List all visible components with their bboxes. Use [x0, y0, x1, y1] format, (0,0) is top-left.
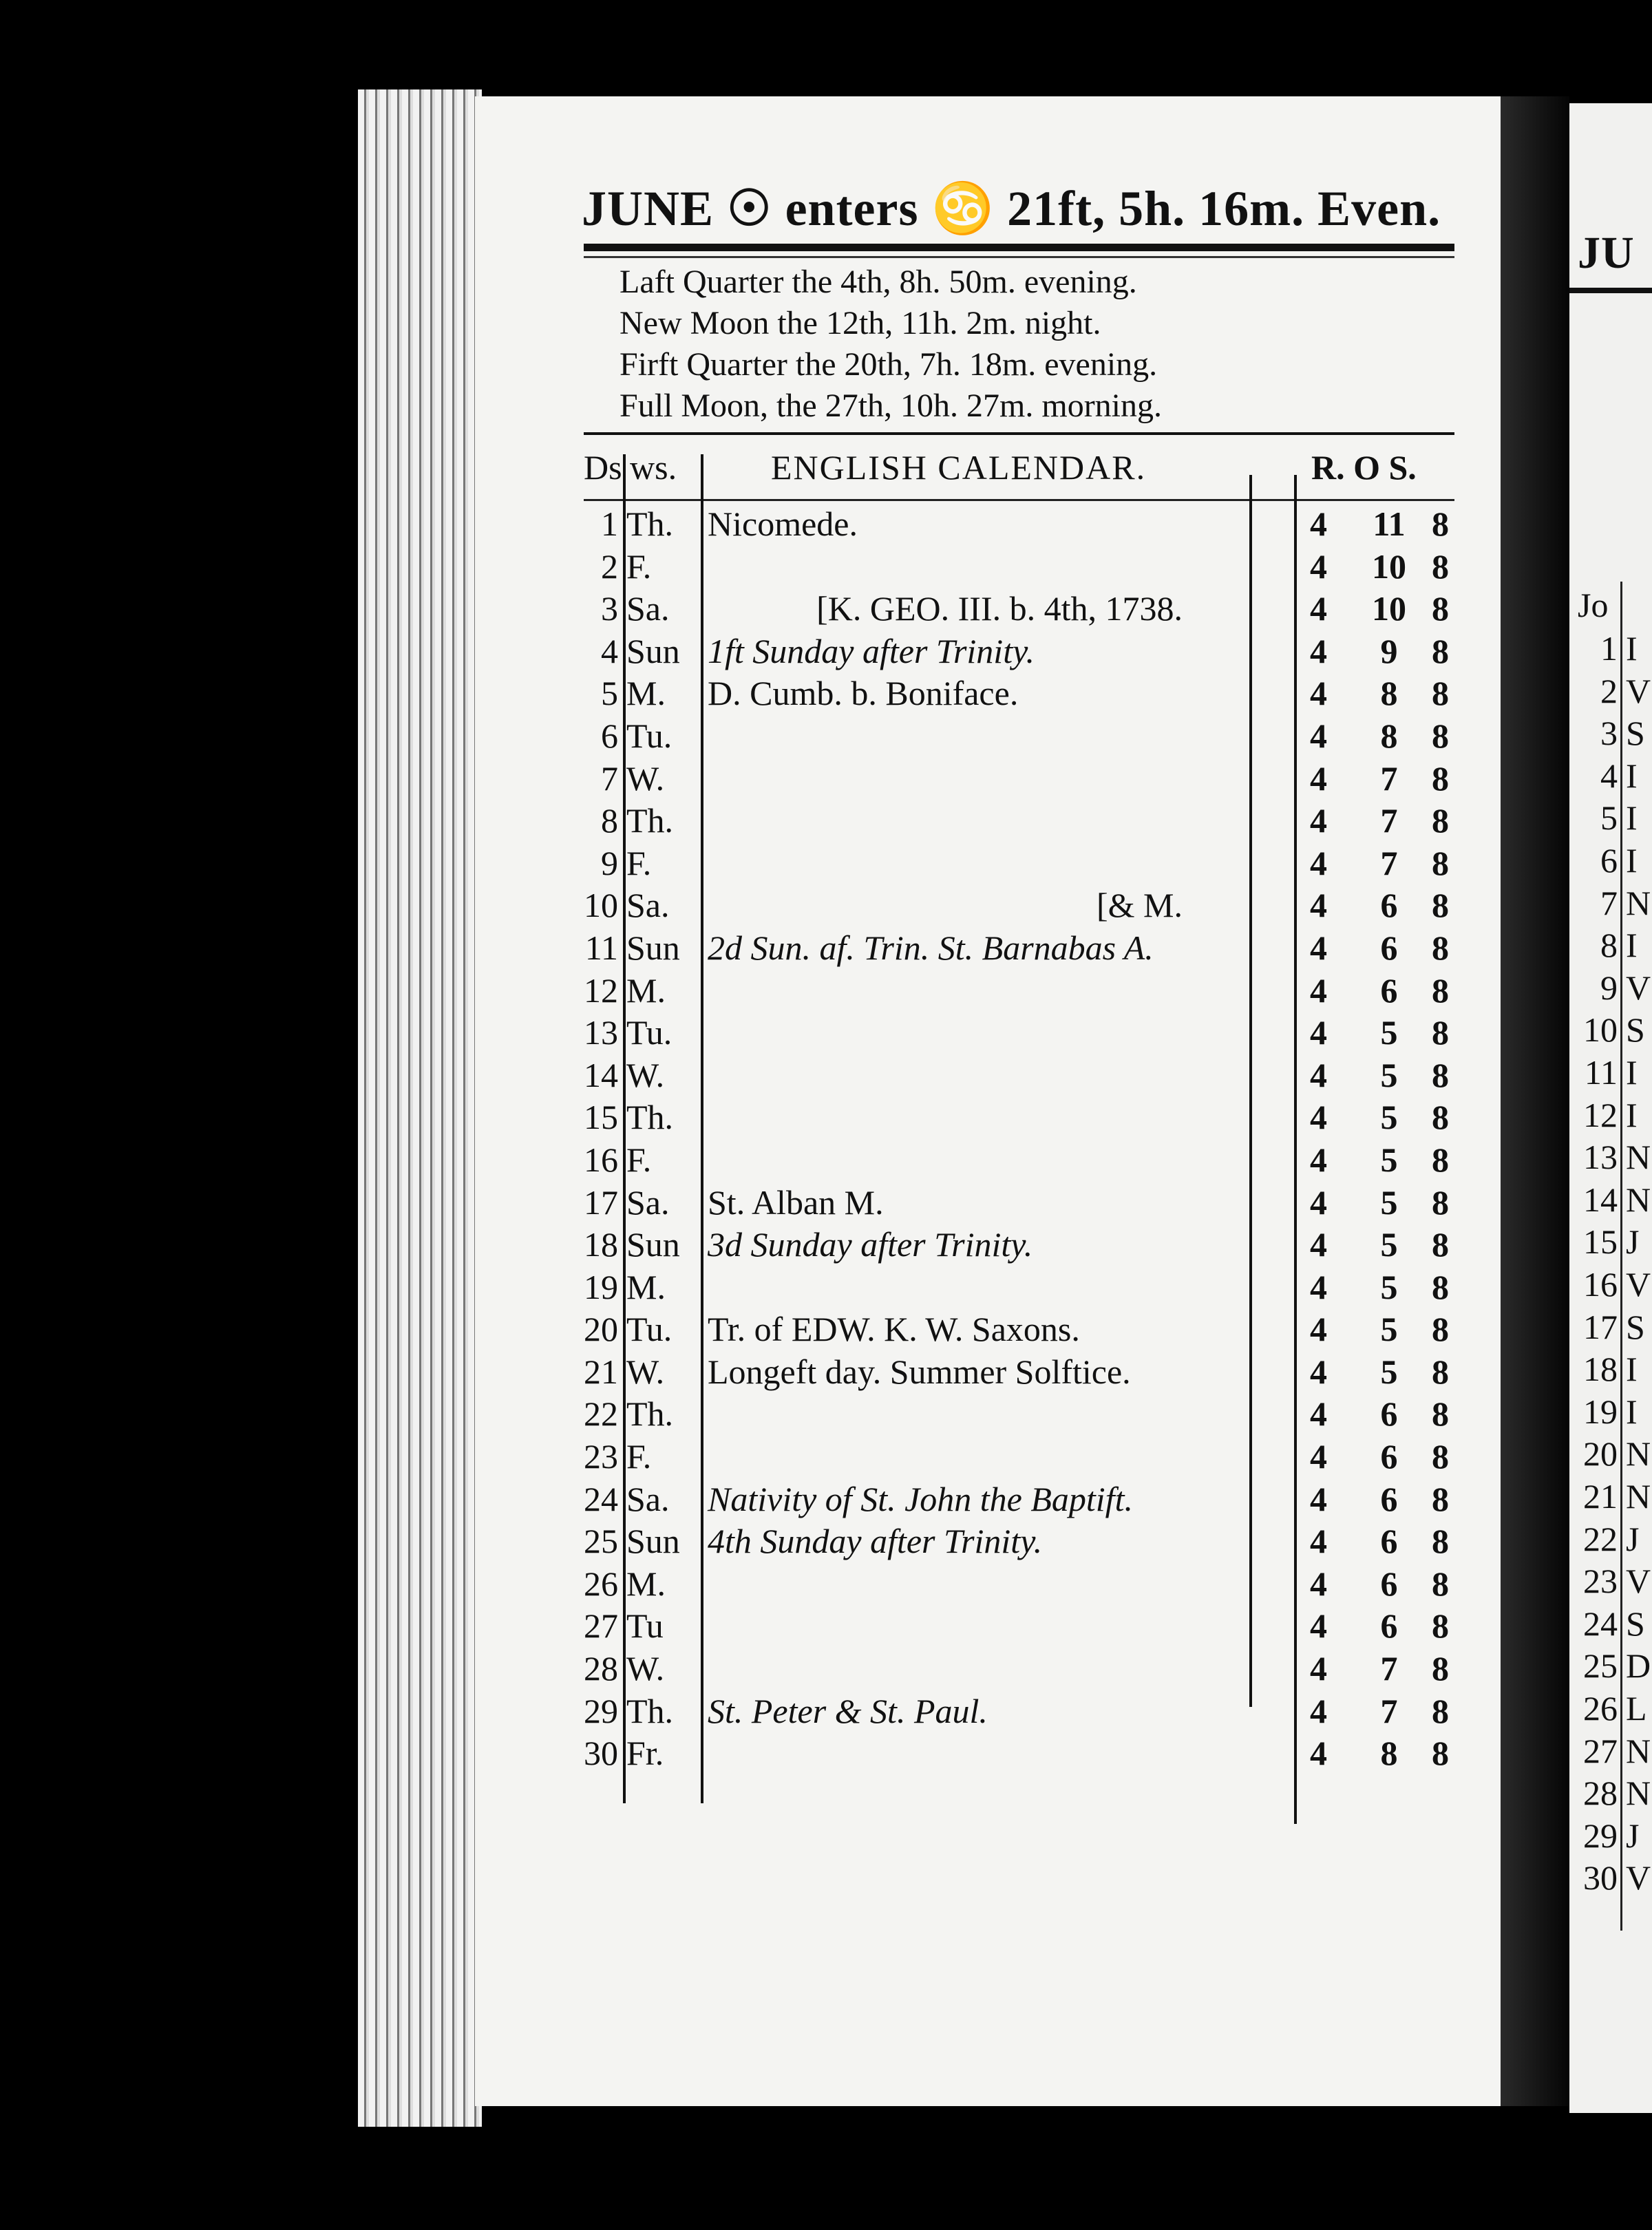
- calendar-entry-cell: [708, 970, 1183, 1013]
- next-page-day-number: 6: [1600, 841, 1618, 880]
- sunset-hour: 8: [1432, 1479, 1449, 1518]
- next-page-weekday-letter: L: [1626, 1689, 1647, 1728]
- header-english-calendar: ENGLISH CALENDAR.: [771, 448, 1147, 487]
- day-number: 28: [584, 1649, 618, 1688]
- weekday: F.: [626, 843, 652, 882]
- next-page-weekday-letter: I: [1626, 1053, 1638, 1092]
- moon-phase-full-moon: Full Moon, the 27th, 10h. 27m. morning.: [620, 387, 1163, 424]
- next-page-day-number: 9: [1600, 968, 1618, 1007]
- sunrise-minute: 5: [1380, 1352, 1398, 1391]
- sunset-hour: 8: [1432, 1352, 1449, 1391]
- next-page-day-number: 28: [1583, 1774, 1618, 1813]
- weekday: F.: [626, 546, 652, 586]
- sunset-hour: 8: [1432, 1606, 1449, 1646]
- next-page-day-number: 27: [1583, 1731, 1618, 1770]
- sunrise-hour: 4: [1310, 1522, 1327, 1561]
- sunrise-hour: 4: [1310, 631, 1327, 670]
- sunset-hour: 8: [1432, 1649, 1449, 1688]
- table-header-rule: [584, 499, 1454, 501]
- day-number: 14: [584, 1055, 618, 1094]
- next-page-day-number: 5: [1600, 798, 1618, 838]
- day-number: 15: [584, 1098, 618, 1137]
- day-number: 13: [584, 1013, 618, 1052]
- day-number: 11: [584, 928, 618, 967]
- sunrise-hour: 4: [1310, 505, 1327, 543]
- day-number: 2: [601, 546, 618, 586]
- sunset-hour: 8: [1432, 886, 1449, 925]
- sunrise-minute: 5: [1380, 1055, 1398, 1094]
- next-page-weekday-letter: I: [1626, 841, 1638, 880]
- calendar-entry-cell: [708, 928, 1183, 970]
- sunset-hour: 8: [1432, 970, 1449, 1010]
- next-page-day-number: 20: [1583, 1434, 1618, 1474]
- sunset-hour: 8: [1432, 1394, 1449, 1434]
- next-page-weekday-letter: V: [1626, 1562, 1651, 1601]
- calendar-entry-cell: [708, 631, 1183, 674]
- next-page-day-number: 1: [1600, 629, 1618, 668]
- next-page-day-number: 12: [1583, 1095, 1618, 1134]
- sunrise-minute: 10: [1372, 589, 1406, 628]
- column-divider-days: [623, 454, 626, 1803]
- day-number: 29: [584, 1691, 618, 1730]
- next-page-day-number: 25: [1583, 1646, 1618, 1686]
- next-page-day-number: 10: [1583, 1010, 1618, 1050]
- sunrise-minute: 5: [1380, 1098, 1398, 1137]
- sunrise-hour: 4: [1310, 843, 1327, 882]
- calendar-entry-cell: [708, 673, 1183, 716]
- calendar-entry: [K. GEO. III. b. 4th, 1738.: [816, 589, 1183, 628]
- calendar-entry-cell: [708, 800, 1183, 843]
- day-number: 26: [584, 1564, 618, 1603]
- calendar-entry-cell: [708, 546, 1183, 589]
- moon-phase-new-moon: New Moon the 12th, 11h. 2m. night.: [620, 305, 1101, 341]
- sunrise-hour: 4: [1310, 1267, 1327, 1306]
- sunset-hour: 8: [1432, 1437, 1449, 1476]
- calendar-entry-cell: [708, 1691, 1183, 1734]
- sunrise-hour: 4: [1310, 1310, 1327, 1349]
- sunrise-minute: 6: [1380, 928, 1398, 967]
- sunrise-minute: 6: [1380, 886, 1398, 925]
- calendar-entry: St. Peter & St. Paul.: [708, 1691, 988, 1730]
- sunrise-minute: 6: [1380, 1479, 1398, 1518]
- next-page-day-number: 17: [1583, 1307, 1618, 1346]
- sunrise-hour: 4: [1310, 1479, 1327, 1518]
- calendar-entry-cell: [708, 1224, 1183, 1267]
- next-page-day-number: 4: [1600, 756, 1618, 795]
- sunrise-hour: 4: [1310, 589, 1327, 628]
- sunset-hour: 8: [1432, 1013, 1449, 1052]
- sunrise-minute: 11: [1373, 505, 1406, 543]
- calendar-entry-cell: [708, 1521, 1183, 1564]
- next-page-day-number: 14: [1583, 1180, 1618, 1219]
- next-page-weekday-letter: I: [1626, 1095, 1638, 1134]
- next-page-day-number: 16: [1583, 1265, 1618, 1304]
- next-page-day-number: 22: [1583, 1519, 1618, 1558]
- sunrise-minute: 5: [1380, 1182, 1398, 1222]
- day-number: 8: [601, 801, 618, 840]
- weekday: Fr.: [626, 1734, 664, 1773]
- next-page-day-number: 8: [1600, 926, 1618, 965]
- next-page-day-number: 23: [1583, 1562, 1618, 1601]
- weekday: F.: [626, 1140, 652, 1179]
- sunrise-minute: 6: [1380, 1606, 1398, 1646]
- sunrise-hour: 4: [1310, 716, 1327, 755]
- day-number: 19: [584, 1267, 618, 1306]
- next-page-weekday-letter: I: [1626, 756, 1638, 795]
- column-divider-sunrise: [1294, 475, 1297, 1824]
- day-number: 23: [584, 1437, 618, 1476]
- day-number: 17: [584, 1182, 618, 1222]
- sunrise-hour: 4: [1310, 1437, 1327, 1476]
- day-number: 7: [601, 758, 618, 798]
- calendar-entry-cell: [708, 1352, 1183, 1394]
- sunrise-minute: 7: [1380, 843, 1398, 882]
- next-page-day-number: 2: [1600, 671, 1618, 710]
- sunrise-minute: 9: [1380, 631, 1398, 670]
- sunset-hour: 8: [1432, 1522, 1449, 1561]
- day-number: 12: [584, 970, 618, 1010]
- calendar-entry-cell: [708, 1564, 1183, 1606]
- next-page-weekday-letter: J: [1626, 1519, 1640, 1558]
- sunrise-minute: 7: [1380, 801, 1398, 840]
- weekday: Th.: [626, 1394, 674, 1434]
- month-header: JUNE ☉ enters ♋ 21ft, 5h. 16m. Even.: [582, 181, 1441, 236]
- calendar-entry-cell: [708, 1606, 1183, 1648]
- calendar-entry-cell: [708, 1309, 1183, 1352]
- calendar-entry-cell: [708, 1097, 1183, 1140]
- sunset-hour: 8: [1432, 758, 1449, 798]
- sunset-hour: 8: [1432, 1098, 1449, 1137]
- next-page-weekday-letter: N: [1626, 1774, 1651, 1813]
- sunrise-hour: 4: [1310, 674, 1327, 713]
- sunrise-hour: 4: [1310, 1734, 1327, 1773]
- sunrise-minute: 6: [1380, 1522, 1398, 1561]
- sunrise-hour: 4: [1310, 1394, 1327, 1434]
- sunrise-minute: 7: [1380, 1649, 1398, 1688]
- calendar-entry: 1ft Sunday after Trinity.: [708, 631, 1035, 670]
- day-number: 5: [601, 674, 618, 713]
- next-page-weekday-letter: S: [1626, 714, 1645, 753]
- sunrise-minute: 8: [1380, 716, 1398, 755]
- weekday: M.: [626, 1267, 666, 1306]
- next-page-weekday-letter: N: [1626, 1731, 1651, 1770]
- sunrise-hour: 4: [1310, 758, 1327, 798]
- sunset-hour: 8: [1432, 1267, 1449, 1306]
- sunset-hour: 8: [1432, 1310, 1449, 1349]
- sunset-hour: 8: [1432, 674, 1449, 713]
- next-page-weekday-letter: S: [1626, 1604, 1645, 1643]
- day-number: 6: [601, 716, 618, 755]
- next-page-weekday-letter: V: [1626, 1265, 1651, 1304]
- weekday: Th.: [626, 801, 674, 840]
- sunrise-minute: 7: [1380, 1691, 1398, 1730]
- calendar-entry: Nativity of St. John the Baptift.: [708, 1479, 1133, 1518]
- next-page-day-number: 24: [1583, 1604, 1618, 1643]
- next-page-weekday-letter: N: [1626, 1180, 1651, 1219]
- sunrise-hour: 4: [1310, 1649, 1327, 1688]
- sunset-hour: 8: [1432, 1691, 1449, 1730]
- calendar-entry: 4th Sunday after Trinity.: [708, 1522, 1043, 1561]
- sunset-hour: 8: [1432, 505, 1449, 543]
- day-number: 24: [584, 1479, 618, 1518]
- column-divider-weekday: [701, 454, 703, 1803]
- sunrise-hour: 4: [1310, 546, 1327, 586]
- sunrise-hour: 4: [1310, 801, 1327, 840]
- day-number: 3: [601, 589, 618, 628]
- calendar-entry-cell: [708, 716, 1183, 758]
- next-page-fragment: [1569, 103, 1652, 2113]
- next-page-weekday-letter: J: [1626, 1222, 1640, 1262]
- weekday: W.: [626, 758, 665, 798]
- calendar-entry-cell: [708, 1140, 1183, 1182]
- sunrise-hour: 4: [1310, 1055, 1327, 1094]
- header-weekday: ws.: [630, 448, 677, 487]
- next-page-day-number: 19: [1583, 1392, 1618, 1431]
- calendar-entry: Nicomede.: [708, 505, 858, 543]
- next-page-day-number: 18: [1583, 1350, 1618, 1389]
- calendar-entry-cell: [708, 1479, 1183, 1522]
- sunrise-minute: 7: [1380, 758, 1398, 798]
- sunrise-minute: 5: [1380, 1140, 1398, 1179]
- sunset-hour: 8: [1432, 1140, 1449, 1179]
- next-page-weekday-letter: J: [1626, 1816, 1640, 1855]
- day-number: 10: [584, 886, 618, 925]
- sunrise-minute: 8: [1380, 1734, 1398, 1773]
- next-page-weekday-letter: S: [1626, 1010, 1645, 1050]
- day-number: 25: [584, 1522, 618, 1561]
- weekday: Sun: [626, 631, 680, 670]
- next-page-weekday-letter: D: [1626, 1646, 1651, 1686]
- next-page-weekday-letter: N: [1626, 883, 1651, 922]
- sunset-hour: 8: [1432, 1182, 1449, 1222]
- next-page-weekday-letter: I: [1626, 1392, 1638, 1431]
- next-page-weekday-letter: N: [1626, 1477, 1651, 1516]
- calendar-entry-cell: [708, 1182, 1183, 1225]
- sunrise-minute: 5: [1380, 1225, 1398, 1264]
- weekday: Sun: [626, 928, 680, 967]
- calendar-entry: Longeft day. Summer Solftice.: [708, 1352, 1131, 1391]
- next-page-weekday-letter: V: [1626, 968, 1651, 1007]
- moon-phase-last-quarter: Laft Quarter the 4th, 8h. 50m. evening.: [620, 264, 1137, 300]
- sunset-hour: 8: [1432, 1225, 1449, 1264]
- weekday: Tu.: [626, 716, 673, 755]
- calendar-entry-cell: [708, 504, 1183, 546]
- sunset-hour: 8: [1432, 589, 1449, 628]
- next-page-weekday-letter: V: [1626, 1858, 1651, 1898]
- day-number: 16: [584, 1140, 618, 1179]
- calendar-entry-cell: [708, 1267, 1183, 1310]
- sunrise-minute: 10: [1372, 546, 1406, 586]
- weekday: Tu.: [626, 1013, 673, 1052]
- day-number: 20: [584, 1310, 618, 1349]
- sunrise-hour: 4: [1310, 1098, 1327, 1137]
- sunset-hour: 8: [1432, 801, 1449, 840]
- day-number: 9: [601, 843, 618, 882]
- weekday: Sa.: [626, 886, 670, 925]
- sunrise-hour: 4: [1310, 1182, 1327, 1222]
- column-divider-calendar: [1249, 475, 1252, 1707]
- next-page-day-number: 26: [1583, 1689, 1618, 1728]
- header-days: Ds: [584, 448, 622, 487]
- weekday: M.: [626, 674, 666, 713]
- sunrise-hour: 4: [1310, 1013, 1327, 1052]
- sunset-hour: 8: [1432, 1055, 1449, 1094]
- weekday: W.: [626, 1055, 665, 1094]
- calendar-entry: D. Cumb. b. Boniface.: [708, 674, 1019, 713]
- calendar-entry-cell: [708, 1012, 1183, 1055]
- sunrise-hour: 4: [1310, 1352, 1327, 1391]
- calendar-entry-cell: [708, 843, 1183, 886]
- sunset-hour: 8: [1432, 928, 1449, 967]
- sunrise-hour: 4: [1310, 1140, 1327, 1179]
- sunset-hour: 8: [1432, 716, 1449, 755]
- next-page-day-number: 3: [1600, 714, 1618, 753]
- sunrise-minute: 5: [1380, 1013, 1398, 1052]
- next-page-rule: [1569, 288, 1652, 293]
- weekday: Sa.: [626, 1182, 670, 1222]
- next-page-day-number: 30: [1583, 1858, 1618, 1898]
- sunrise-hour: 4: [1310, 928, 1327, 967]
- next-page-weekday-letter: N: [1626, 1138, 1651, 1177]
- next-page-day-number: 29: [1583, 1816, 1618, 1855]
- weekday: Sun: [626, 1225, 680, 1264]
- weekday: Sa.: [626, 589, 670, 628]
- next-page-weekday-letter: N: [1626, 1434, 1651, 1474]
- next-page-weekday-letter: S: [1626, 1307, 1645, 1346]
- weekday: Th.: [626, 1691, 674, 1730]
- calendar-entry: 3d Sunday after Trinity.: [708, 1225, 1033, 1264]
- calendar-entry-cell: [708, 758, 1183, 801]
- sunset-hour: 8: [1432, 1734, 1449, 1773]
- weekday: Th.: [626, 505, 674, 543]
- header-rule-thick: [584, 244, 1454, 251]
- day-number: 30: [584, 1734, 618, 1773]
- sunrise-minute: 8: [1380, 674, 1398, 713]
- sunset-hour: 8: [1432, 631, 1449, 670]
- sunrise-hour: 4: [1310, 970, 1327, 1010]
- weekday: M.: [626, 1564, 666, 1603]
- day-number: 4: [601, 631, 618, 670]
- sunset-hour: 8: [1432, 843, 1449, 882]
- next-page-weekday-letter: V: [1626, 671, 1651, 710]
- sunrise-minute: 5: [1380, 1267, 1398, 1306]
- calendar-entry-cell: [708, 1733, 1183, 1776]
- sunrise-minute: 6: [1380, 970, 1398, 1010]
- book-gutter: [1501, 96, 1569, 2106]
- next-page-day-number: 15: [1583, 1222, 1618, 1262]
- calendar-entry-cell: [708, 885, 1183, 928]
- calendar-entry-cell: [708, 1648, 1183, 1691]
- next-page-day-number: 13: [1583, 1138, 1618, 1177]
- next-page-header: JU: [1578, 228, 1635, 278]
- weekday: Th.: [626, 1098, 674, 1137]
- next-page-weekday-letter: I: [1626, 798, 1638, 838]
- sunrise-hour: 4: [1310, 1564, 1327, 1603]
- calendar-entry: 2d Sun. af. Trin. St. Barnabas A.: [708, 928, 1154, 967]
- sunrise-minute: 6: [1380, 1564, 1398, 1603]
- day-number: 27: [584, 1606, 618, 1646]
- day-number: 1: [601, 505, 618, 543]
- next-page-day-number: 21: [1583, 1477, 1618, 1516]
- sunrise-minute: 5: [1380, 1310, 1398, 1349]
- weekday: W.: [626, 1649, 665, 1688]
- calendar-entry-cell: [708, 1436, 1183, 1479]
- sunrise-hour: 4: [1310, 1225, 1327, 1264]
- next-page-day-number: 11: [1584, 1053, 1618, 1092]
- next-page-column-line: [1620, 582, 1622, 1931]
- weekday: W.: [626, 1352, 665, 1391]
- sunset-hour: 8: [1432, 546, 1449, 586]
- page-edges: [358, 89, 482, 2127]
- next-page-weekday-letter: I: [1626, 926, 1638, 965]
- header-sun-rises: R. O S.: [1311, 448, 1417, 487]
- weekday: Sa.: [626, 1479, 670, 1518]
- calendar-entry: [& M.: [1097, 886, 1183, 925]
- sunrise-hour: 4: [1310, 1691, 1327, 1730]
- sunrise-hour: 4: [1310, 886, 1327, 925]
- weekday: Sun: [626, 1522, 680, 1561]
- sunrise-minute: 6: [1380, 1437, 1398, 1476]
- weekday: Tu.: [626, 1310, 673, 1349]
- weekday: M.: [626, 970, 666, 1010]
- header-rule-thin: [584, 256, 1454, 258]
- moon-phases: [620, 262, 1162, 427]
- next-page-weekday-letter: I: [1626, 629, 1638, 668]
- day-number: 21: [584, 1352, 618, 1391]
- day-number: 22: [584, 1394, 618, 1434]
- sunrise-minute: 6: [1380, 1394, 1398, 1434]
- calendar-entry-cell: [708, 1055, 1183, 1098]
- weekday: F.: [626, 1437, 652, 1476]
- next-page-day-number: 7: [1600, 883, 1618, 922]
- moon-phase-first-quarter: Firft Quarter the 20th, 7h. 18m. evening.: [620, 346, 1158, 383]
- day-number: 18: [584, 1225, 618, 1264]
- calendar-entry-cell: [708, 1394, 1183, 1436]
- table-top-rule: [584, 432, 1454, 435]
- next-page-column-header: Jo: [1578, 586, 1609, 624]
- weekday: Tu: [626, 1606, 664, 1646]
- calendar-entry: Tr. of EDW. K. W. Saxons.: [708, 1310, 1080, 1349]
- next-page-weekday-letter: I: [1626, 1350, 1638, 1389]
- sunset-hour: 8: [1432, 1564, 1449, 1603]
- calendar-entry: St. Alban M.: [708, 1182, 884, 1222]
- calendar-entry-cell: [708, 588, 1183, 631]
- sunrise-hour: 4: [1310, 1606, 1327, 1646]
